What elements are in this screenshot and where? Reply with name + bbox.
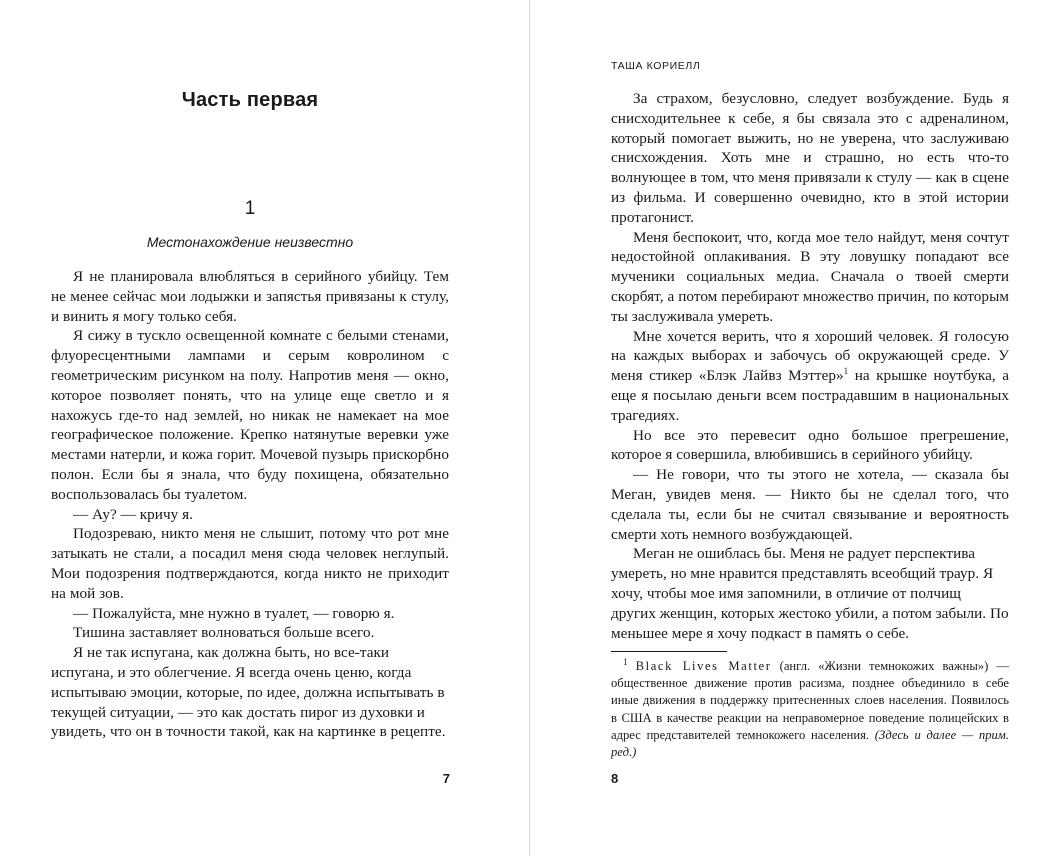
left-page bbox=[0, 0, 529, 856]
paragraph: За страхом, безусловно, следует возбуждение. Будь я снисходительнее к себе, я бы связала это с адреналином, который помогает выжить, но не уверена, что заслуживаю снисхождения. Хоть мне и страшно, но есть что-то волнующее в том, что меня привязали к стулу — как в сцене из фильма. И совершенно очевидно, кто в этой истории протагонист. bbox=[611, 90, 1009, 226]
paragraph-with-footnote bbox=[611, 327, 1009, 426]
chapter-number: 1 bbox=[244, 198, 256, 219]
footnote-text: (англ. «Жизни темнокожих важны») — общественное движение против расизма, позднее объединило в себе иные движения в поддержку притесненных слоев населения. Появилось в США в качестве реакции на неправомерное поведение полицейских в адрес представителей темнокожего населения. bbox=[611, 659, 1009, 742]
right-body-text bbox=[611, 89, 1009, 643]
paragraph: Но все это перевесит одно большое прегрешение, которое я совершила, влюбившись в серийного убийцу. bbox=[611, 426, 1009, 464]
page-number-right: 8 bbox=[611, 771, 619, 786]
paragraph-text: на крышке ноутбука, а еще я посылаю деньги всем пострадавшим в национальных трагедиях. bbox=[611, 367, 1010, 424]
footnote-reference: 1 bbox=[843, 366, 849, 377]
footnote-marker: 1 bbox=[623, 656, 628, 667]
paragraph-text: Мне хочется верить, что я хороший человек. Я голосую на каждых выборах и забочусь об окружающей среде. У меня стикер «Блэк Лайвз Мэттер» bbox=[611, 327, 1009, 385]
paragraph: Я сижу в тускло освещенной комнате с белыми стенами, флуоресцентными лампами и серым ковролином с геометрическим рисунком на полу. Напротив меня — окно, которое позволяет понять, что на улице еще светло и я нахожусь где-то над землей, но никак не намекает на мое географическое положение. Крепко натянутые веревки уже местами натерли, и кожа горит. Мочевой пузырь прискорбно полон. Если бы я знала, что буду похищена, обязательно воспользовалась бы туалетом. bbox=[51, 327, 449, 503]
paragraph: Подозреваю, никто меня не слышит, потому что рот мне затыкать не стали, а посадил меня сюда человек неглупый. Мои подозрения подтверждаются, когда никто не приходит на мой зов. bbox=[51, 525, 449, 602]
footnote bbox=[611, 658, 1009, 761]
chapter-subtitle: Местонахождение неизвестно bbox=[146, 234, 354, 250]
footnote-editor-note: (Здесь и далее — прим. ред.) bbox=[611, 727, 1009, 760]
paragraph: — Ау? — кричу я. bbox=[73, 505, 194, 523]
paragraph: Меган не ошиблась бы. Меня не радует перспектива умереть, но мне нравится представлять всеобщий траур. Я хочу, чтобы мое имя запомнили, в отличие от полчищ других женщин, которых жестоко убили, а потом забыли. По меньшее мере я хочу подкаст в память о себе. bbox=[611, 545, 1009, 642]
paragraph: Я не так испугана, как должна быть, но все-таки испугана, и это облегчение. Я всегда очень ценю, когда испытываю эмоции, которые, по идее, должна испытывать в текущей ситуации, — это как достать пирог из духовки и увидеть, что он в точности такой, как на картинке в рецепте. bbox=[51, 644, 446, 741]
running-head: ТАША КОРИЕЛЛ bbox=[611, 60, 701, 72]
paragraph: — Пожалуйста, мне нужно в туалет, — говорю я. bbox=[73, 604, 395, 622]
part-title: Часть первая bbox=[181, 89, 319, 111]
paragraph: Тишина заставляет волноваться больше всего. bbox=[73, 624, 375, 642]
footnote-term: Black Lives Matter bbox=[635, 659, 772, 673]
footnote-divider bbox=[611, 651, 727, 652]
paragraph: Я не планировала влюбляться в серийного убийцу. Тем не менее сейчас мои лодыжки и запястья привязаны к стулу, и винить я могу только себя. bbox=[51, 268, 449, 325]
footnote-paragraph bbox=[611, 658, 1009, 761]
paragraph: Меня беспокоит, что, когда мое тело найдут, меня сочтут недостойной оплакивания. В эту ловушку попадают все мученики социальных медиа. Сначала о твоей смерти скорбят, а потом перебирают множество причин, по которым ты заслуживала умереть. bbox=[611, 228, 1009, 325]
paragraph: — Не говори, что ты этого не хотела, — сказала бы Меган, увидев меня. — Никто бы не сделал того, что сделала ты, если бы не считал связывание и вероятность смерти хоть немного возбуждающей. bbox=[611, 466, 1009, 543]
left-body-text bbox=[51, 267, 449, 742]
page-number-left: 7 bbox=[442, 771, 450, 786]
